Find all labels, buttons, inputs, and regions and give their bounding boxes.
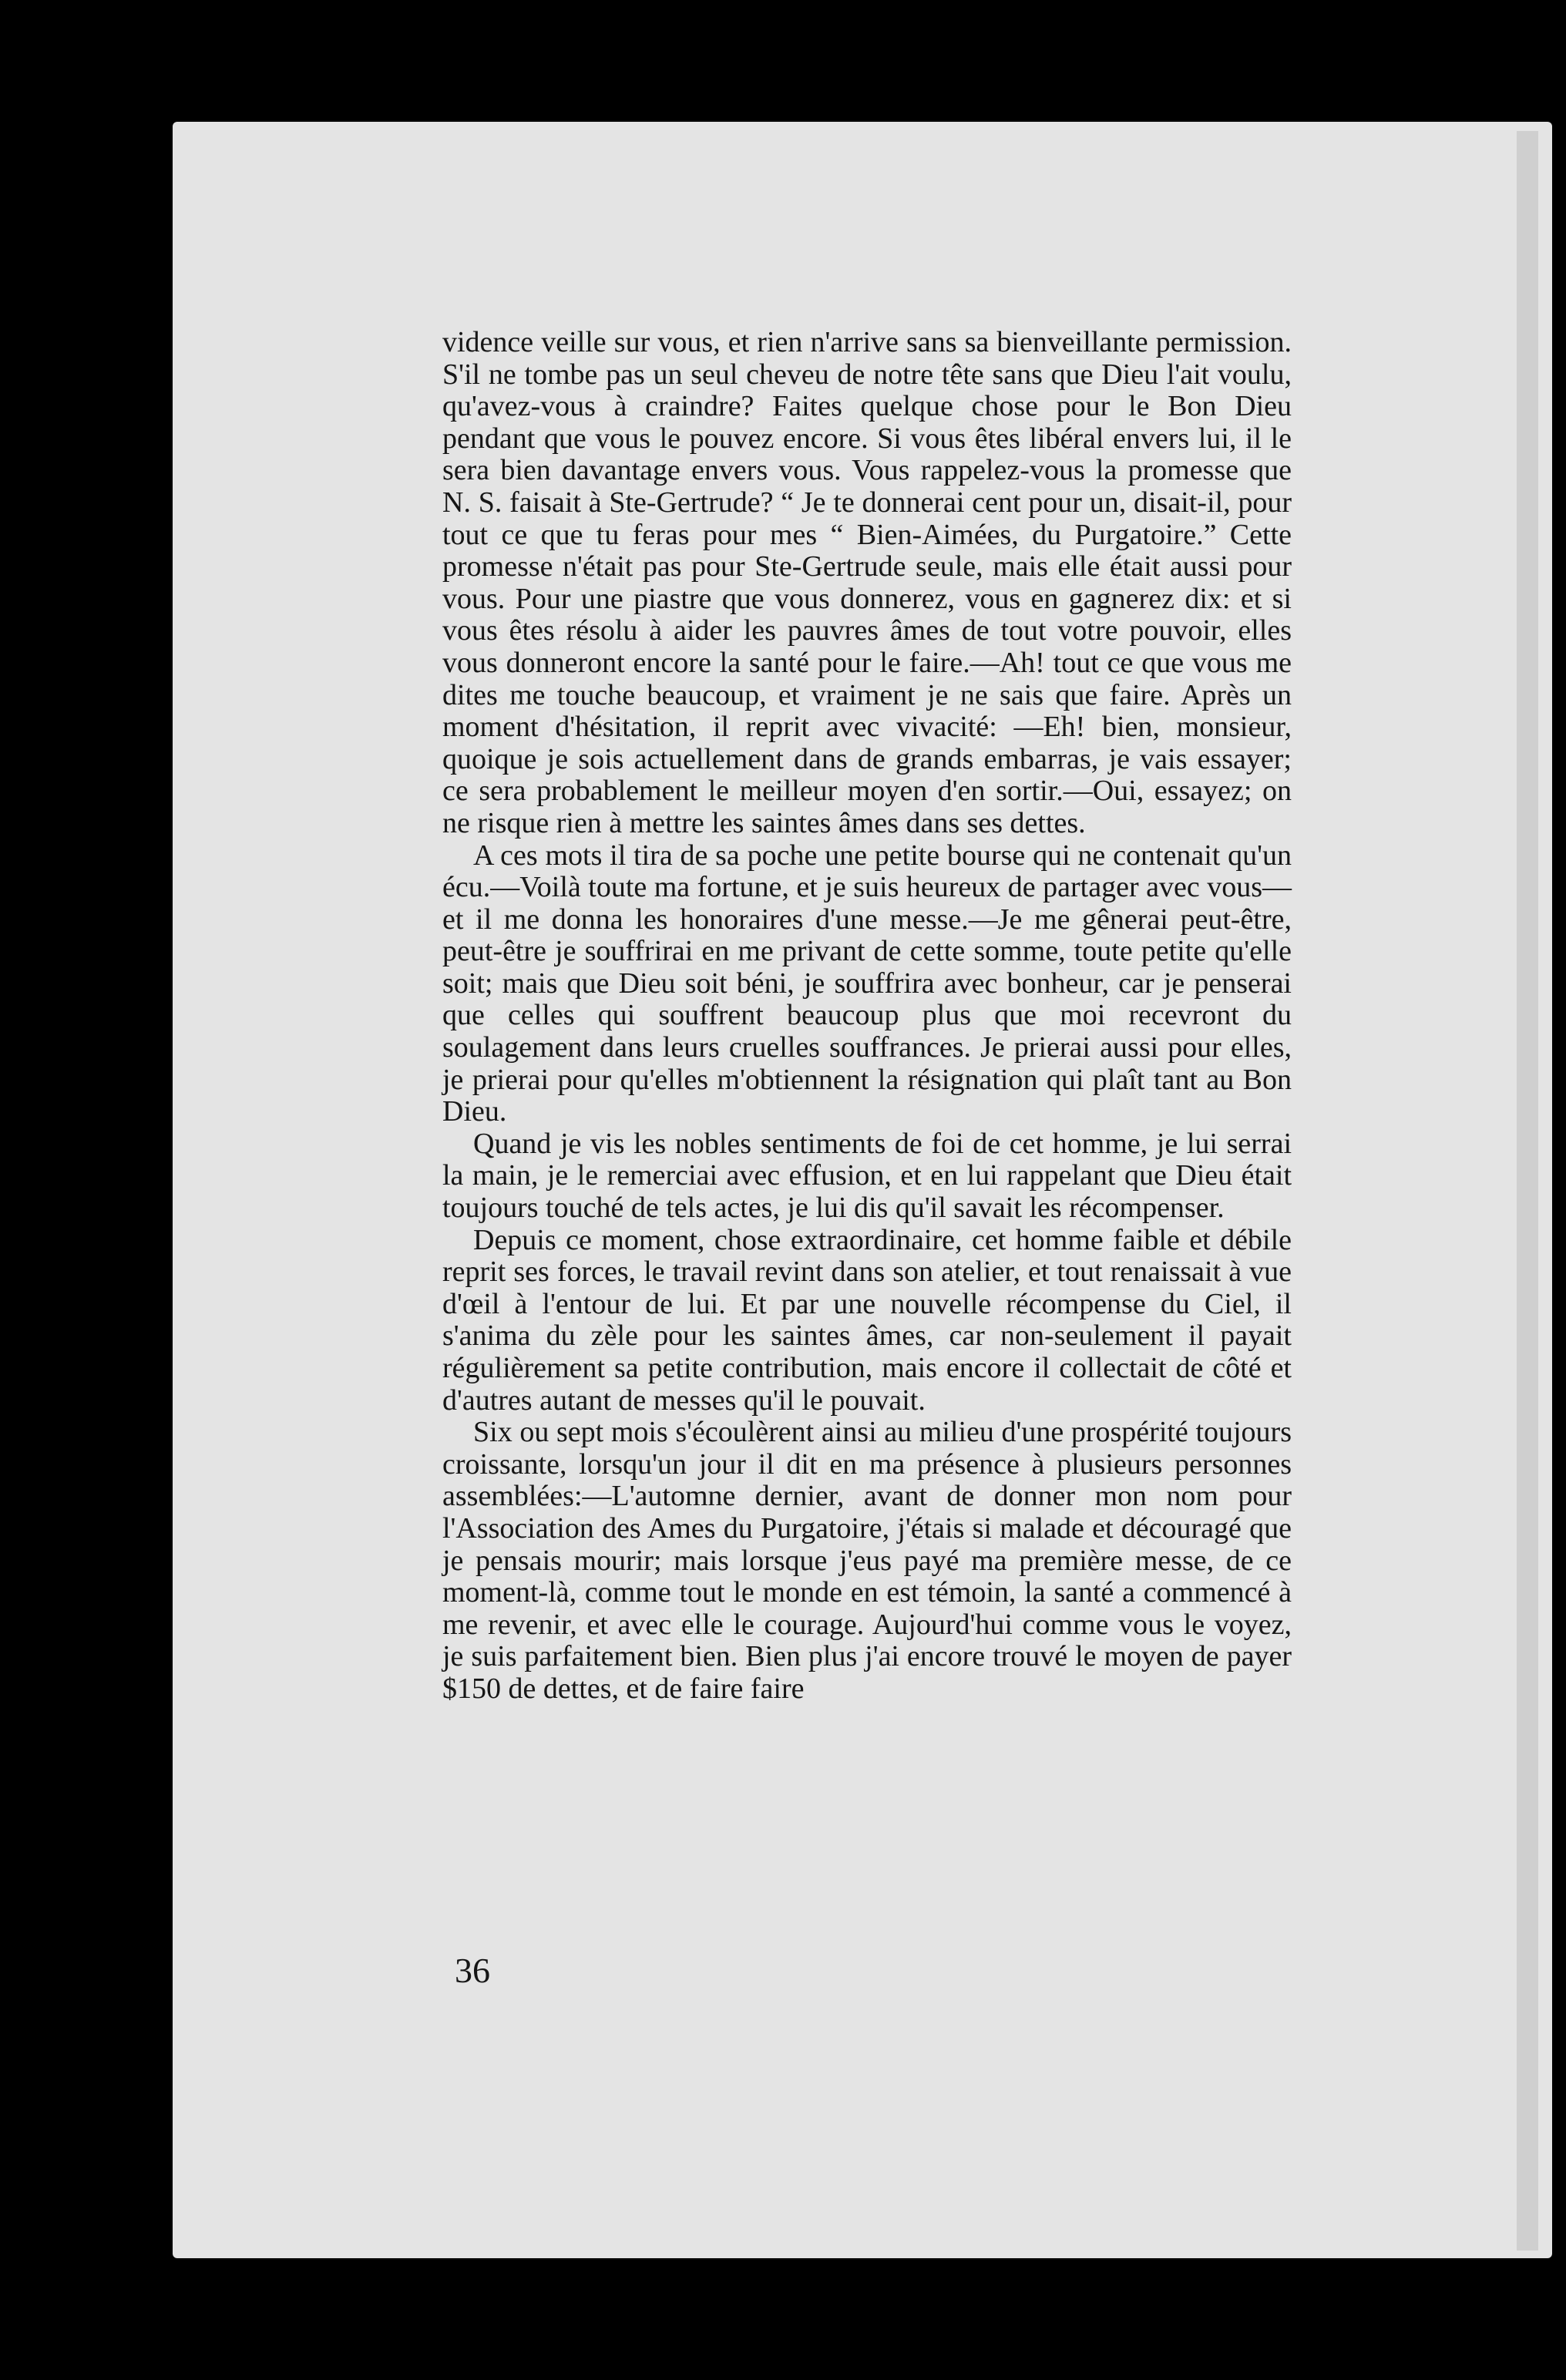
body-text bbox=[442, 327, 1292, 1706]
paragraph-5: Six ou sept mois s'écoulèrent ainsi au milieu d'une prospérité toujours croissante, lorsqu'un jour il dit en ma présence à plusieurs personnes assemblées:—L'automne dernier, avant de donner mon nom pour l'Association des Ames du Purgatoire, j'étais si malade et découragé que je pensais mourir; mais lorsque j'eus payé ma première messe, de ce moment-là, comme tout le monde en est témoin, la santé a commencé à me revenir, et avec elle le courage. Aujourd'hui comme vous le voyez, je suis parfaitement bien. Bien plus j'ai encore trouvé le moyen de payer $150 de dettes, et de faire faire bbox=[442, 1416, 1292, 1705]
page-edge bbox=[1517, 131, 1538, 2251]
page-number: 36 bbox=[455, 1951, 490, 1990]
paragraph-4: Depuis ce moment, chose extraordinaire, cet homme faible et débile reprit ses forces, le travail revint dans son atelier, et tout renaissait à vue d'œil à l'entour de lui. Et par une nouvelle récompense du Ciel, il s'anima du zèle pour les saintes âmes, car non-seulement il payait régulièrement sa petite contribution, mais encore il collectait de côté et d'autres autant de messes qu'il le pouvait. bbox=[442, 1223, 1292, 1417]
paragraph-2: A ces mots il tira de sa poche une petite bourse qui ne contenait qu'un écu.—Voilà toute ma fortune, et je suis heureux de partager avec vous—et il me donna les honoraires d'une messe.—Je me gênerai peut-être, peut-être je souffrirai en me privant de cette somme, toute petite qu'elle soit; mais que Dieu soit béni, je souffrira avec bonheur, car je penserai que celles qui souffrent beaucoup plus que moi recevront du soulagement dans leurs cruelles souffrances. Je prierai aussi pour elles, je prierai pour qu'elles m'obtiennent la résignation qui plaît tant au Bon Dieu. bbox=[442, 839, 1292, 1128]
paragraph-3: Quand je vis les nobles sentiments de foi de cet homme, je lui serrai la main, je le remerciai avec effusion, et en lui rappelant que Dieu était toujours touché de tels actes, je lui dis qu'il savait les récompenser. bbox=[442, 1127, 1292, 1225]
paragraph-1: vidence veille sur vous, et rien n'arrive sans sa bienveillante permission. S'il ne tombe pas un seul cheveu de notre tête sans que Dieu l'ait voulu, qu'avez-vous à craindre? Faites quelque chose pour le Bon Dieu pendant que vous le pouvez encore. Si vous êtes libéral envers lui, il le sera bien davantage envers vous. Vous rappelez-vous la promesse que N. S. faisait à Ste-Gertrude? “ Je te donnerai cent pour un, disait-il, pour tout ce que tu feras pour mes “ Bien-Aimées, du Purgatoire.” Cette promesse n'était pas pour Ste-Gertrude seule, mais elle était aussi pour vous. Pour une piastre que vous donnerez, vous en gagnerez dix: et si vous êtes résolu à aider les pauvres âmes de tout votre pouvoir, elles vous donneront encore la santé pour le faire.—Ah! tout ce que vous me dites me touche beaucoup, et vraiment je ne sais que faire. Après un moment d'hésitation, il reprit avec vivacité: —Eh! bien, monsieur, quoique je sois actuellement dans de grands embarras, je vais essayer; ce sera probablement le meilleur moyen d'en sortir.—Oui, essayez; on ne risque rien à mettre les saintes âmes dans ses dettes. bbox=[442, 326, 1292, 839]
